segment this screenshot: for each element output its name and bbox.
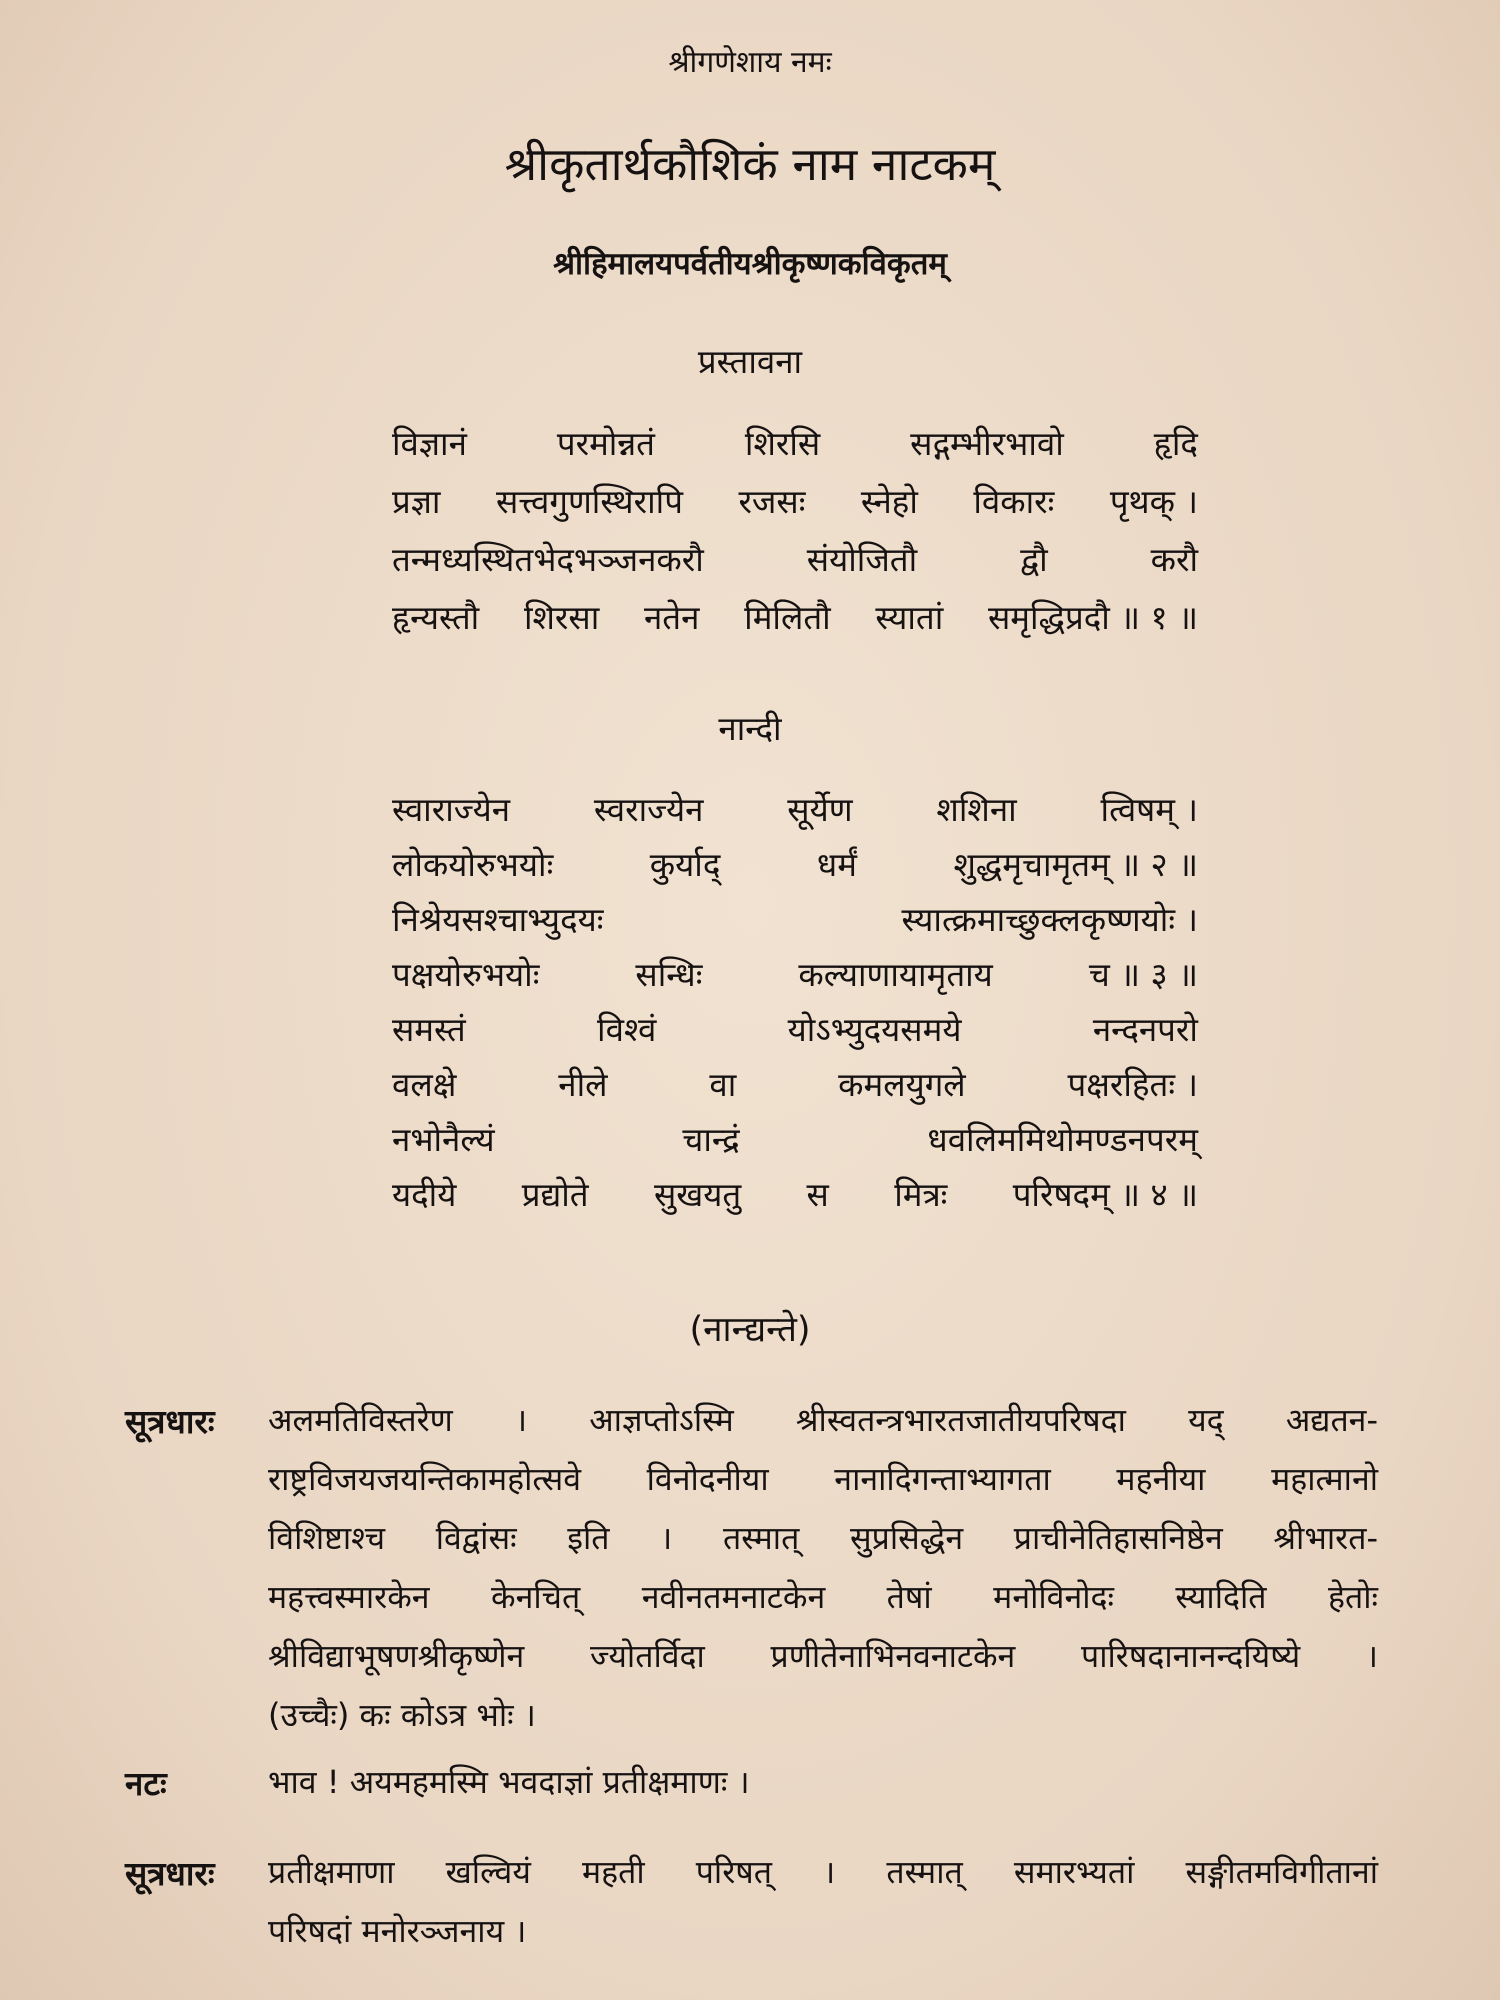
- verse-word: स्वराज्येन: [593, 790, 704, 829]
- verse-word: शशिना: [936, 790, 1017, 829]
- verse-line: [392, 841, 1198, 896]
- verse-word: समस्तं: [392, 1010, 466, 1049]
- verse-word: नीले: [558, 1065, 608, 1104]
- verse-word: नतेन: [643, 598, 700, 637]
- speech-line: अलमतिविस्तरेण । आज्ञप्तोऽस्मि श्रीस्वतन्त्रभारतजातीयपरिषदा यद् अद्यतन-: [268, 1401, 1378, 1439]
- verse-word: समृद्धिप्रदौ ॥ १ ॥: [988, 598, 1198, 637]
- verse-line: [392, 1061, 1198, 1116]
- verse-word: पृथक् ।: [1109, 482, 1198, 521]
- speech-line: महत्त्वस्मारकेन केनचित् नवीनतमनाटकेन तेषां मनोविनोदः स्यादिति हेतोः: [268, 1578, 1378, 1616]
- verse-word: विज्ञानं: [392, 424, 467, 463]
- verse-line: [392, 536, 1198, 594]
- verse-word: योऽभ्युदयसमये: [787, 1010, 962, 1049]
- verse-line: [392, 420, 1198, 478]
- verse-word: धवलिममिथोमण्डनपरम्: [927, 1120, 1198, 1159]
- verse-word: वलक्षे: [392, 1065, 457, 1104]
- verse-word: शिरसि: [744, 424, 821, 463]
- verse-word: स्वाराज्येन: [392, 790, 511, 829]
- verse-word: शिरसा: [523, 598, 600, 637]
- speech-line: (उच्चैः) कः कोऽत्र भोः ।: [268, 1696, 536, 1734]
- speech-text: [268, 1760, 1378, 1819]
- speaker-name: नटः: [125, 1764, 167, 1803]
- speech-line: राष्ट्रविजयजयन्तिकामहोत्सवे विनोदनीया नानादिगन्ताभ्यागता महनीया महात्मानो: [268, 1460, 1378, 1498]
- verse-word: पक्षरहितः ।: [1067, 1065, 1198, 1104]
- verse-word: स्यातां: [875, 598, 944, 637]
- verse-line: [392, 786, 1198, 841]
- verse-word: करौ: [1150, 540, 1198, 579]
- verse-word: स्यात्क्रमाच्छुक्लकृष्णयोः ।: [901, 900, 1198, 939]
- verse-line: [392, 951, 1198, 1006]
- verse-word: द्वौ: [1020, 540, 1048, 579]
- verse-word: यदीये: [392, 1175, 457, 1214]
- verse-word: विश्वं: [597, 1010, 657, 1049]
- verse-word: वा: [709, 1065, 737, 1104]
- verse-word: परमोन्नतं: [556, 424, 655, 463]
- invocation: श्रीगणेशाय नमः: [668, 45, 832, 80]
- play-title: श्रीकृतार्थकौशिकं नाम नाटकम्: [504, 137, 996, 191]
- verse-word: शुद्धमृचामृतम् ॥ २ ॥: [953, 845, 1198, 884]
- stage-direction: (नान्द्यन्ते): [689, 1310, 811, 1350]
- verse-word: च ॥ ३ ॥: [1088, 955, 1198, 994]
- speech-text: [268, 1398, 1378, 1752]
- verse-1: [392, 420, 1198, 652]
- verse-word: परिषदम् ॥ ४ ॥: [1012, 1175, 1198, 1214]
- author-subtitle: श्रीहिमालयपर्वतीयश्रीकृष्णकविकृतम्: [553, 246, 947, 282]
- verse-word: सत्त्वगुणस्थिरापि: [495, 482, 683, 521]
- verse-word: तन्मध्यस्थितभेदभञ्जनकरौ: [392, 540, 704, 579]
- speech-line: भाव ! अयमहमस्मि भवदाज्ञां प्रतीक्षमाणः ।: [268, 1763, 750, 1801]
- verse-word: सुखयतु: [653, 1175, 742, 1214]
- verse-word: कुर्याद्: [649, 845, 721, 884]
- section-heading-prastavana: प्रस्तावना: [697, 342, 803, 381]
- verse-word: प्रज्ञा: [392, 482, 441, 521]
- verse-word: चान्द्रं: [682, 1120, 740, 1159]
- verse-word: स: [806, 1175, 829, 1214]
- verse-word: मित्रः: [894, 1175, 948, 1214]
- verse-word: विकारः: [973, 482, 1055, 521]
- verse-word: नन्दनपरो: [1092, 1010, 1198, 1049]
- verse-word: रजसः: [738, 482, 806, 521]
- verse-word: मिलितौ: [744, 598, 831, 637]
- verse-word: नभोनैल्यं: [392, 1120, 495, 1159]
- verse-line: [392, 478, 1198, 536]
- speech-line: प्रतीक्षमाणा खल्वियं महती परिषत् । तस्मात् समारभ्यतां सङ्गीतमविगीतानां: [268, 1853, 1378, 1891]
- speech-text: [268, 1850, 1378, 1968]
- verse-line: [392, 1006, 1198, 1061]
- speaker-name: सूत्रधारः: [125, 1854, 215, 1893]
- verse-line: [392, 1171, 1198, 1226]
- verse-word: संयोजितौ: [806, 540, 918, 579]
- verse-word: कमलयुगले: [838, 1065, 966, 1104]
- section-heading-nandi: नान्दी: [718, 709, 782, 748]
- speaker-name: सूत्रधारः: [125, 1402, 215, 1441]
- verse-word: सन्धिः: [635, 955, 703, 994]
- verse-word: सद्गम्भीरभावो: [910, 424, 1064, 463]
- verse-word: प्रद्योते: [521, 1175, 589, 1214]
- verse-line: [392, 594, 1198, 652]
- verse-word: लोकयोरुभयोः: [392, 845, 554, 884]
- verse-word: स्नेहो: [860, 482, 918, 521]
- speech-line: श्रीविद्याभूषणश्रीकृष्णेन ज्योतर्विदा प्रणीतेनाभिनवनाटकेन पारिषदानानन्दयिष्ये ।: [268, 1637, 1378, 1675]
- verse-word: निश्रेयसश्चाभ्युदयः: [392, 900, 604, 939]
- verse-line: [392, 1116, 1198, 1171]
- verse-word: त्विषम् ।: [1100, 790, 1198, 829]
- verse-word: पक्षयोरुभयोः: [392, 955, 540, 994]
- speech-line: परिषदां मनोरञ्जनाय ।: [268, 1912, 527, 1950]
- verse-word: हृन्यस्तौ: [392, 598, 480, 637]
- verse-word: सूर्येण: [787, 790, 853, 829]
- verse-line: [392, 896, 1198, 951]
- verse-word: हृदि: [1153, 424, 1198, 463]
- verse-2-4: [392, 786, 1198, 1226]
- verse-word: कल्याणायामृताय: [798, 955, 993, 994]
- verse-word: धर्मं: [816, 845, 857, 884]
- speech-line: विशिष्टाश्च विद्वांसः इति । तस्मात् सुप्रसिद्धेन प्राचीनेतिहासनिष्ठेन श्रीभारत-: [268, 1519, 1378, 1557]
